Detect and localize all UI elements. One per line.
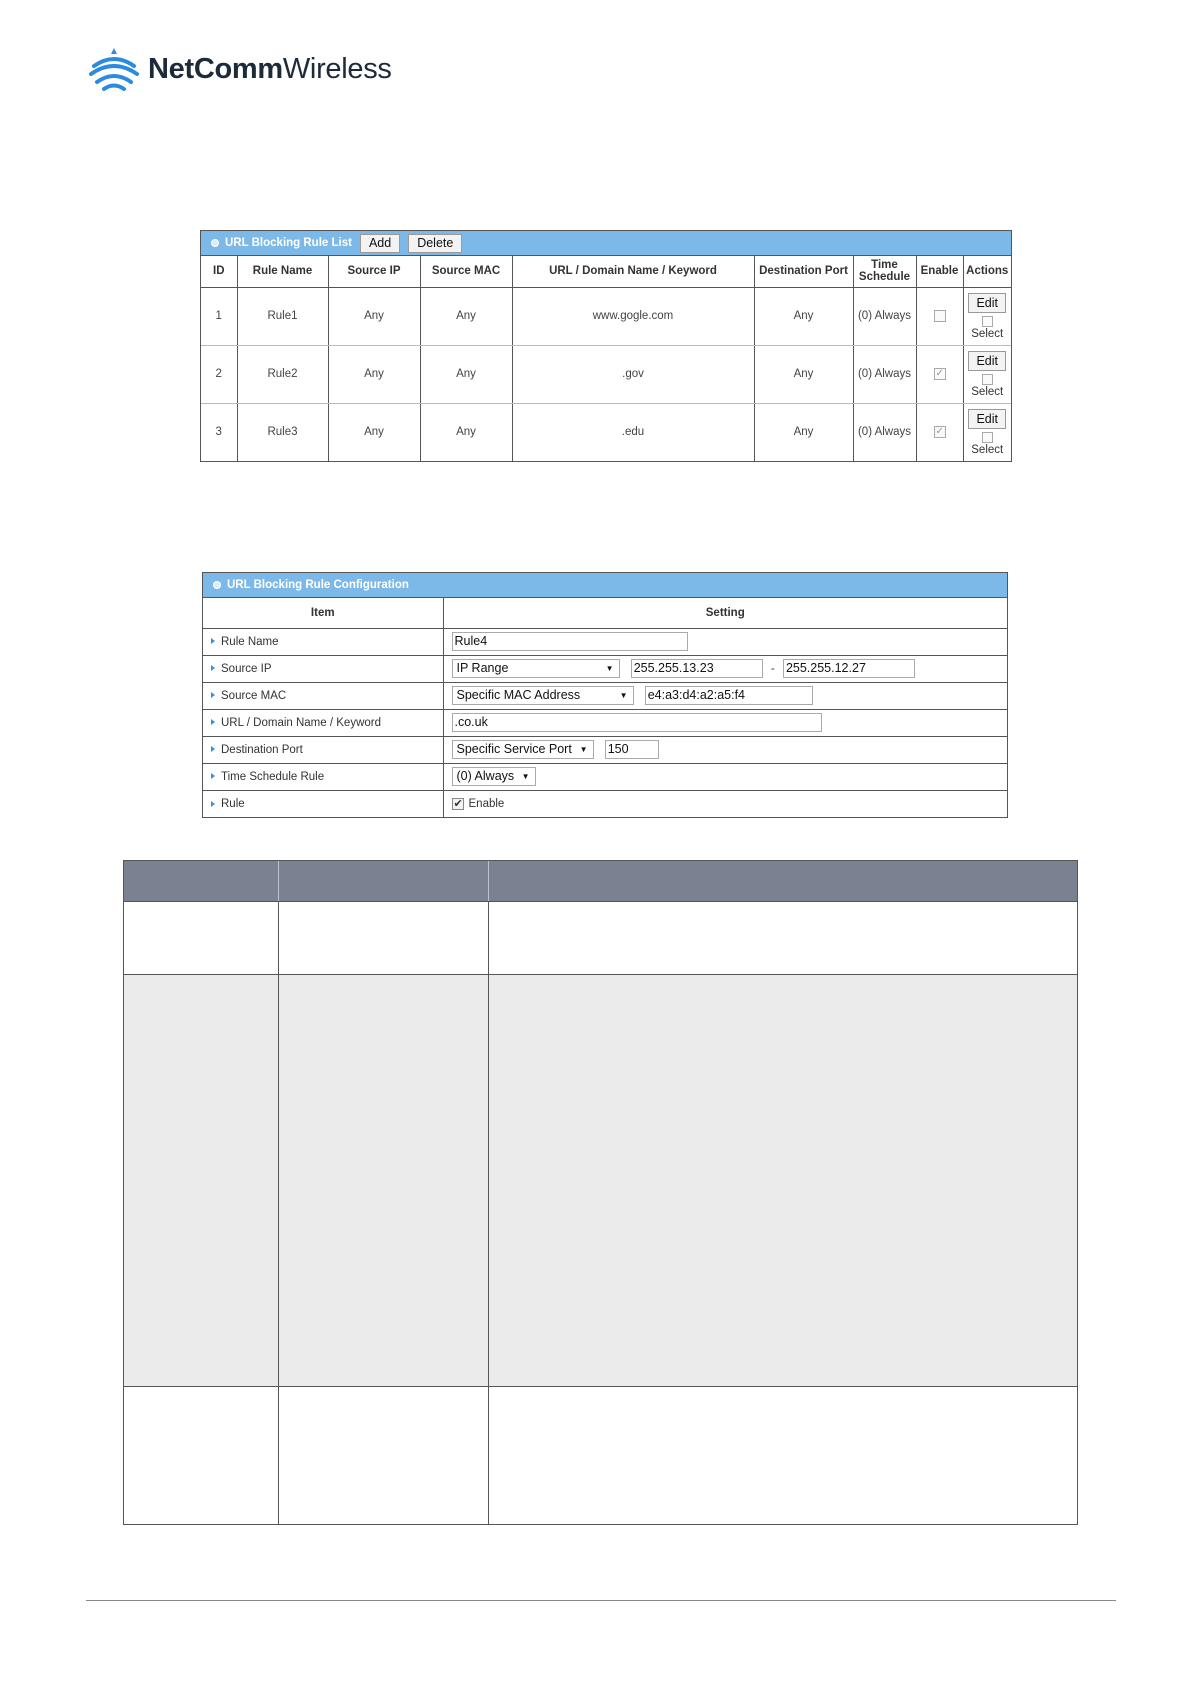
config-row-source-mac <box>203 682 1007 709</box>
cell-enable <box>916 287 963 345</box>
item-label: Rule Name <box>203 628 443 655</box>
rule-enable-checkbox[interactable] <box>452 798 464 810</box>
item-label: URL / Domain Name / Keyword <box>203 709 443 736</box>
cell-url: www.gogle.com <box>512 287 754 345</box>
enable-checkbox <box>934 426 946 438</box>
item-label: Destination Port <box>203 736 443 763</box>
rule-config-title: URL Blocking Rule Configuration <box>227 579 409 591</box>
cell-enable <box>916 403 963 461</box>
select-checkbox[interactable] <box>982 432 993 443</box>
rule-config-header <box>203 573 1007 598</box>
url-keyword-input[interactable]: .co.uk <box>452 713 822 732</box>
col-id: ID <box>201 256 237 287</box>
arrow-right-icon <box>211 638 215 644</box>
enable-checkbox <box>934 310 946 322</box>
description-table <box>123 860 1078 1525</box>
rule-enable-label: Enable <box>468 797 505 810</box>
item-label: Source IP <box>203 655 443 682</box>
cell-actions <box>963 345 1011 403</box>
cell-source-mac: Any <box>420 287 512 345</box>
cell-id: 1 <box>201 287 237 345</box>
table-row <box>201 287 1011 345</box>
col-url: URL / Domain Name / Keyword <box>512 256 754 287</box>
logo-wordmark: NetCommWireless <box>148 52 392 85</box>
footer-divider <box>86 1600 1116 1601</box>
rule-list-title: URL Blocking Rule List <box>225 237 352 249</box>
cell-dest-port: Any <box>754 345 853 403</box>
arrow-right-icon <box>211 692 215 698</box>
cell-id: 3 <box>201 403 237 461</box>
bullet-icon <box>213 581 221 589</box>
col-dest-port: Destination Port <box>754 256 853 287</box>
time-schedule-select[interactable]: (0) Always ▼ <box>452 767 536 786</box>
cell-source-mac: Any <box>420 403 512 461</box>
caret-down-icon: ▼ <box>619 691 628 700</box>
config-row-rule-name <box>203 628 1007 655</box>
col-rule-name: Rule Name <box>237 256 328 287</box>
config-header-row <box>203 598 1007 628</box>
source-ip-end-input[interactable]: 255.255.12.27 <box>783 659 915 678</box>
cell-source-ip: Any <box>328 345 420 403</box>
cell-schedule: (0) Always <box>853 287 916 345</box>
description-table-header <box>124 861 1077 901</box>
select-label: Select <box>971 327 1004 340</box>
rule-config-panel <box>202 572 1008 818</box>
cell-source-ip: Any <box>328 287 420 345</box>
description-row <box>124 1386 1077 1524</box>
rule-config-table <box>203 598 1007 817</box>
delete-button[interactable]: Delete <box>408 234 462 253</box>
table-header-row <box>201 256 1011 287</box>
cell-enable <box>916 345 963 403</box>
rule-name-input[interactable]: Rule4 <box>452 632 688 651</box>
select-checkbox[interactable] <box>982 316 993 327</box>
caret-down-icon: ▼ <box>605 664 614 673</box>
enable-checkbox <box>934 368 946 380</box>
config-row-rule <box>203 790 1007 817</box>
config-row-url <box>203 709 1007 736</box>
rule-list-table <box>201 256 1011 461</box>
col-setting: Setting <box>443 598 1007 628</box>
bullet-icon <box>211 239 219 247</box>
description-row <box>124 974 1077 1386</box>
cell-source-mac: Any <box>420 345 512 403</box>
select-label: Select <box>971 443 1004 456</box>
rule-list-panel <box>200 230 1012 462</box>
dest-port-mode-select[interactable]: Specific Service Port ▼ <box>452 740 594 759</box>
cell-dest-port: Any <box>754 403 853 461</box>
select-checkbox[interactable] <box>982 374 993 385</box>
cell-rule-name: Rule2 <box>237 345 328 403</box>
arrow-right-icon <box>211 773 215 779</box>
source-mac-input[interactable]: e4:a3:d4:a2:a5:f4 <box>645 686 813 705</box>
range-dash: - <box>770 662 775 675</box>
item-label: Time Schedule Rule <box>203 763 443 790</box>
cell-id: 2 <box>201 345 237 403</box>
cell-url: .gov <box>512 345 754 403</box>
cell-rule-name: Rule1 <box>237 287 328 345</box>
cell-actions <box>963 403 1011 461</box>
add-button[interactable]: Add <box>360 234 400 253</box>
cell-schedule: (0) Always <box>853 403 916 461</box>
item-label: Rule <box>203 790 443 817</box>
caret-down-icon: ▼ <box>579 745 588 754</box>
col-source-mac: Source MAC <box>420 256 512 287</box>
col-actions: Actions <box>963 256 1011 287</box>
item-label: Source MAC <box>203 682 443 709</box>
source-ip-start-input[interactable]: 255.255.13.23 <box>631 659 763 678</box>
edit-button[interactable]: Edit <box>968 351 1006 371</box>
edit-button[interactable]: Edit <box>968 293 1006 313</box>
edit-button[interactable]: Edit <box>968 409 1006 429</box>
description-row <box>124 901 1077 974</box>
source-ip-mode-select[interactable]: IP Range ▼ <box>452 659 620 678</box>
select-label: Select <box>971 385 1004 398</box>
rule-list-header <box>201 231 1011 256</box>
col-enable: Enable <box>916 256 963 287</box>
table-row <box>201 403 1011 461</box>
cell-schedule: (0) Always <box>853 345 916 403</box>
netcomm-logo <box>88 44 392 94</box>
config-row-dest-port <box>203 736 1007 763</box>
col-source-ip: Source IP <box>328 256 420 287</box>
dest-port-input[interactable]: 150 <box>605 740 659 759</box>
config-row-schedule <box>203 763 1007 790</box>
rule-enable-control <box>452 798 1008 810</box>
wifi-signal-icon <box>88 44 140 94</box>
cell-actions <box>963 287 1011 345</box>
config-row-source-ip <box>203 655 1007 682</box>
arrow-right-icon <box>211 719 215 725</box>
source-mac-mode-select[interactable]: Specific MAC Address ▼ <box>452 686 634 705</box>
cell-dest-port: Any <box>754 287 853 345</box>
arrow-right-icon <box>211 801 215 807</box>
table-row <box>201 345 1011 403</box>
arrow-right-icon <box>211 665 215 671</box>
arrow-right-icon <box>211 746 215 752</box>
cell-url: .edu <box>512 403 754 461</box>
cell-source-ip: Any <box>328 403 420 461</box>
cell-rule-name: Rule3 <box>237 403 328 461</box>
col-item: Item <box>203 598 443 628</box>
col-time-schedule: Time Schedule <box>853 256 916 287</box>
caret-down-icon: ▼ <box>521 772 530 781</box>
